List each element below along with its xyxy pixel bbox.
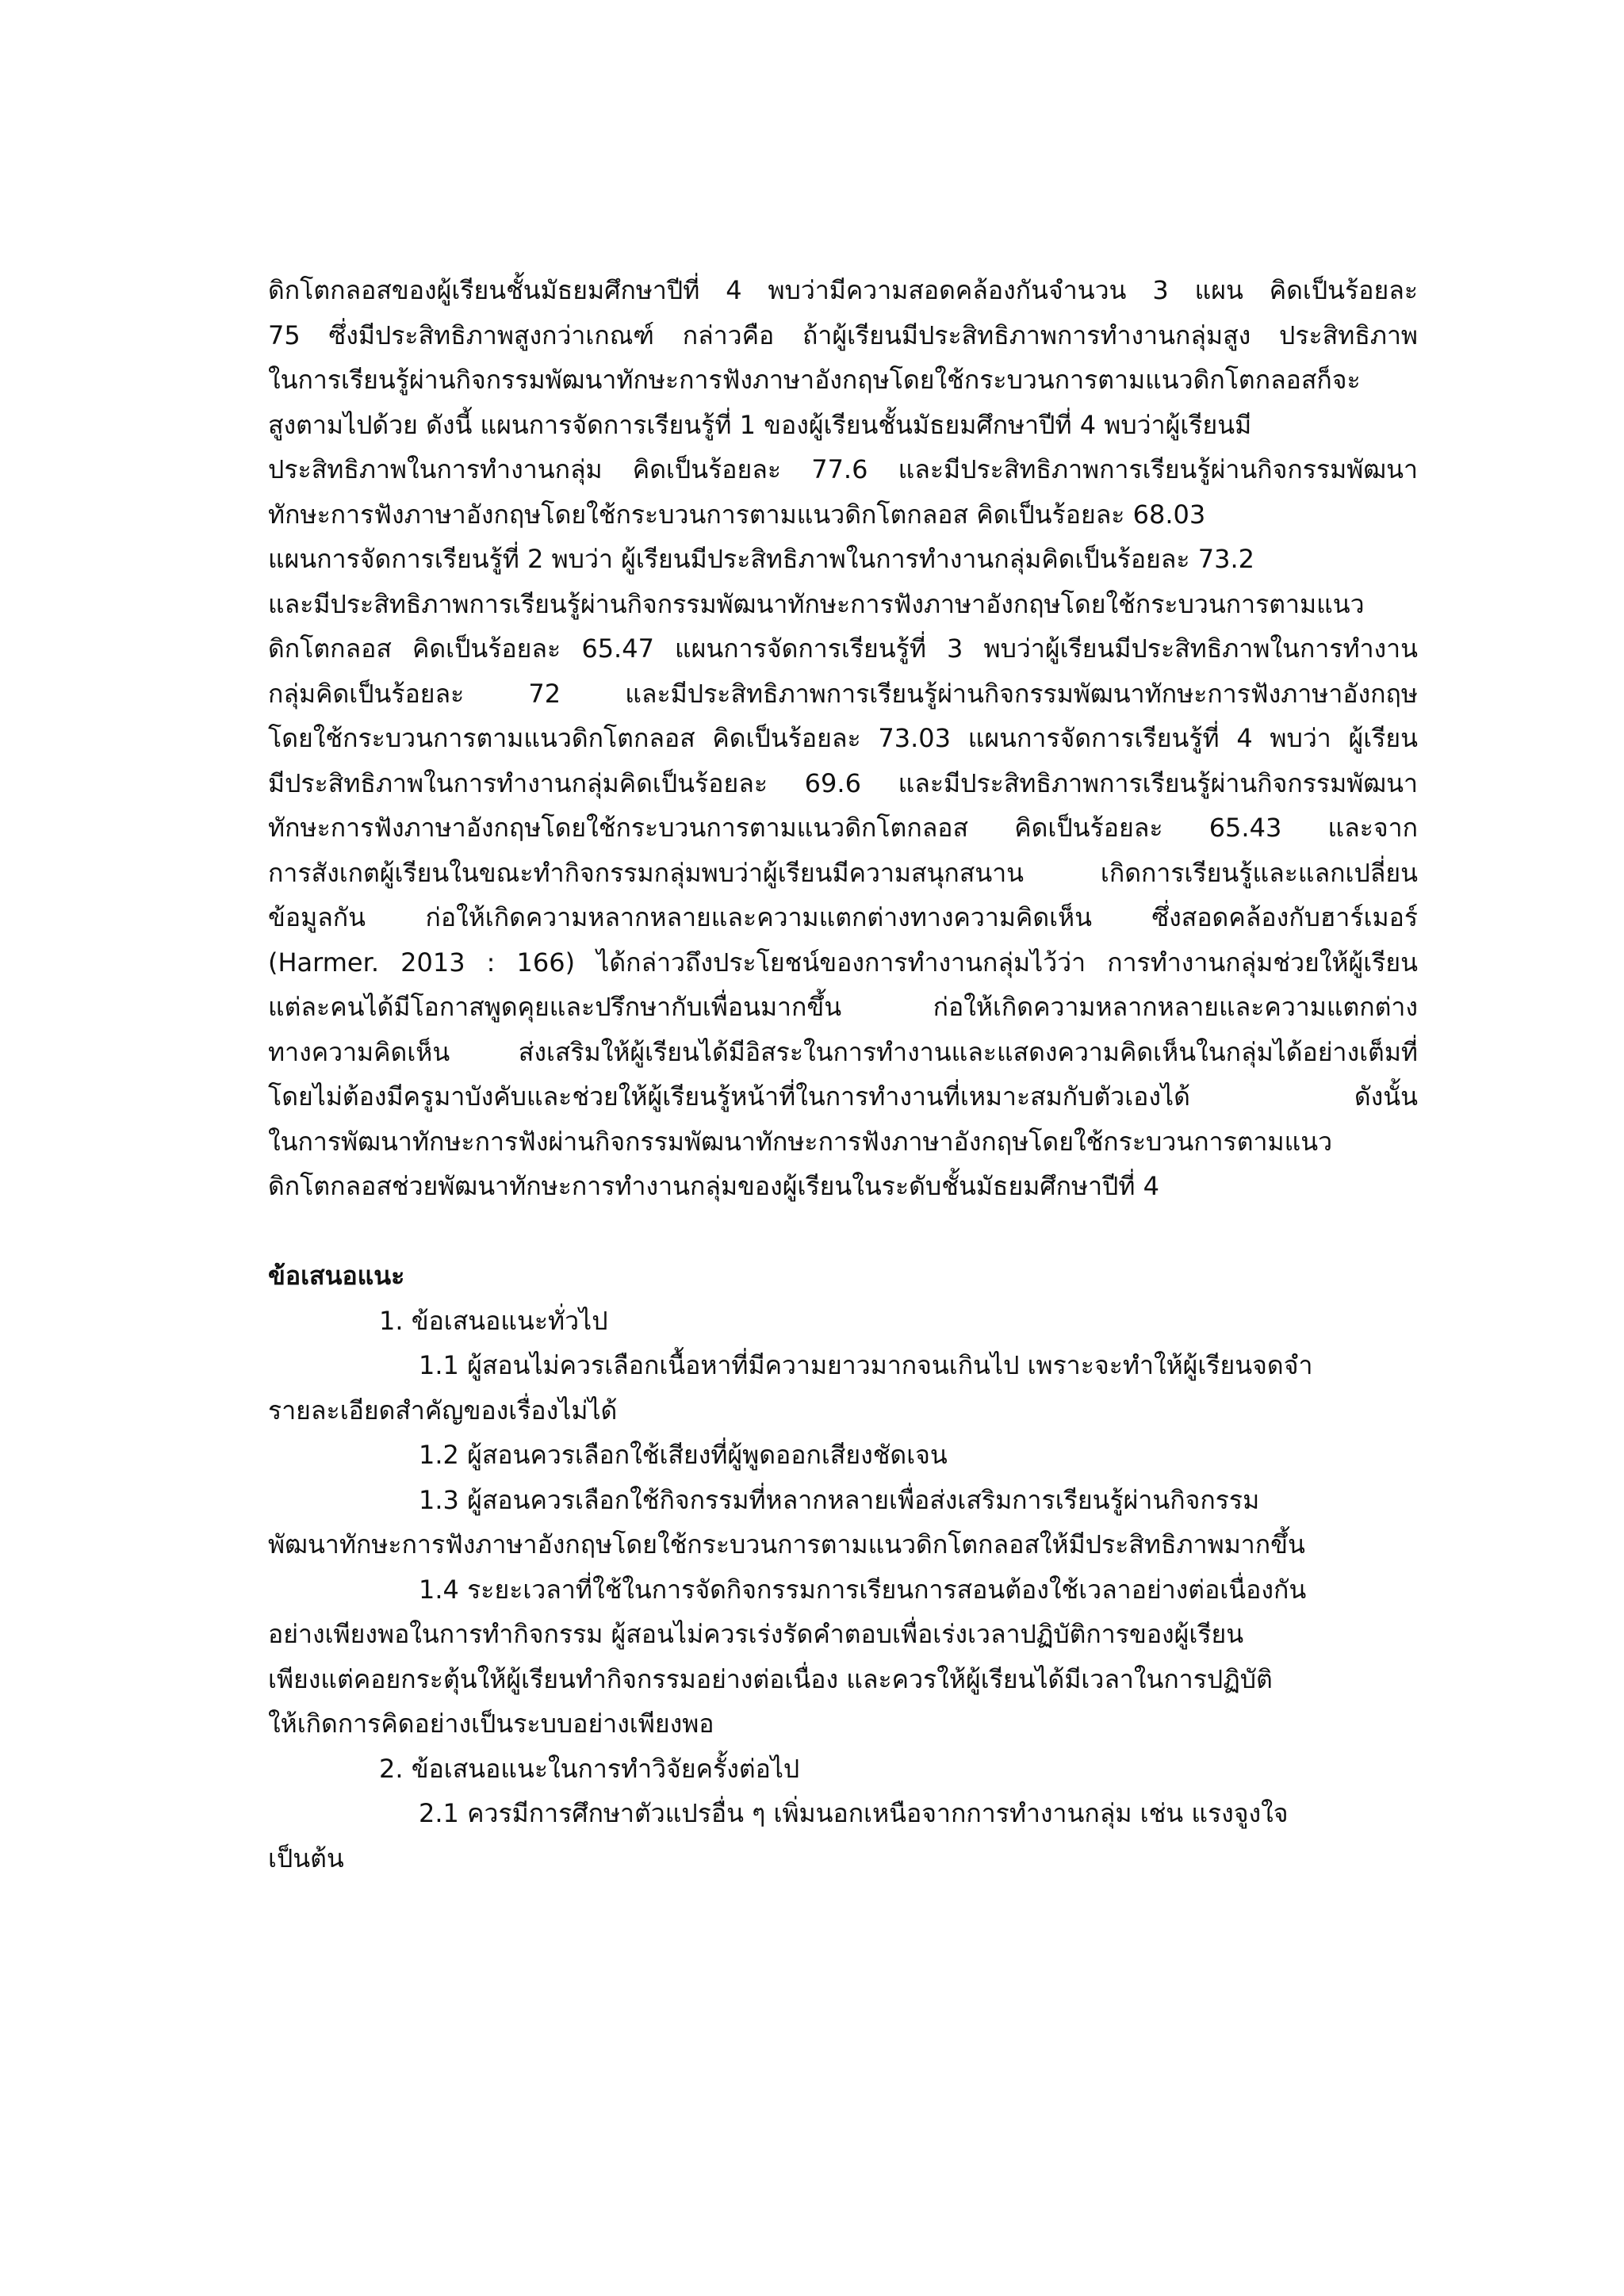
paragraph-line: ข้อมูลกัน ก่อให้เกิดความหลากหลายและความแตกต่างทางความคิดเห็น ซึ่งสอดคล้องกับฮาร์เมอร์ [268, 902, 1418, 932]
suggestion-item-continued: เป็นต้น [268, 1843, 344, 1873]
suggestion-item-continued: พัฒนาทักษะการฟังภาษาอังกฤษโดยใช้กระบวนการตามแนวดิกโตกลอสให้มีประสิทธิภาพมากขึ้น [268, 1529, 1305, 1559]
paragraph-line: ประสิทธิภาพในการทำงานกลุ่ม คิดเป็นร้อยละ 77.6 และมีประสิทธิภาพการเรียนรู้ผ่านกิจกรรมพัฒนา [268, 454, 1418, 484]
paragraph-line: ทางความคิดเห็น ส่งเสริมให้ผู้เรียนได้มีอิสระในการทำงานและแสดงความคิดเห็นในกลุ่มได้อย่างเต็มที่ [268, 1036, 1418, 1067]
paragraph-line: แผนการจัดการเรียนรู้ที่ 2 พบว่า ผู้เรียนมีประสิทธิภาพในการทำงานกลุ่มคิดเป็นร้อยละ 73.2 [268, 544, 1255, 574]
paragraph-line: สูงตามไปด้วย ดังนี้ แผนการจัดการเรียนรู้ที่ 1 ของผู้เรียนชั้นมัธยมศึกษาปีที่ 4 พบว่าผู้เรียนมี [268, 409, 1252, 440]
paragraph-line: โดยใช้กระบวนการตามแนวดิกโตกลอส คิดเป็นร้อยละ 73.03 แผนการจัดการเรียนรู้ที่ 4 พบว่า ผู้เรียน [268, 723, 1418, 753]
paragraph-line: โดยไม่ต้องมีครูมาบังคับและช่วยให้ผู้เรียนรู้หน้าที่ในการทำงานที่เหมาะสมกับตัวเองได้ ดังนั้น [268, 1081, 1418, 1112]
paragraph-line: ในการเรียนรู้ผ่านกิจกรรมพัฒนาทักษะการฟังภาษาอังกฤษโดยใช้กระบวนการตามแนวดิกโตกลอสก็จะ [268, 365, 1361, 395]
subsection-title: 1. ข้อเสนอแนะทั่วไป [379, 1305, 608, 1336]
subsection-title: 2. ข้อเสนอแนะในการทำวิจัยครั้งต่อไป [379, 1753, 800, 1784]
suggestion-item: 1.2 ผู้สอนควรเลือกใช้เสียงที่ผู้พูดออกเสียงชัดเจน [419, 1440, 948, 1470]
paragraph-line: 75 ซึ่งมีประสิทธิภาพสูงกว่าเกณฑ์ กล่าวคือ ถ้าผู้เรียนมีประสิทธิภาพการทำงานกลุ่มสูง ประสิทธิภาพ [268, 320, 1418, 350]
suggestion-item: 1.3 ผู้สอนควรเลือกใช้กิจกรรมที่หลากหลายเพื่อส่งเสริมการเรียนรู้ผ่านกิจกรรม [419, 1484, 1260, 1515]
paragraph-line: ดิกโตกลอส คิดเป็นร้อยละ 65.47 แผนการจัดการเรียนรู้ที่ 3 พบว่าผู้เรียนมีประสิทธิภาพในการทำงาน [268, 633, 1418, 664]
suggestion-item-continued: ให้เกิดการคิดอย่างเป็นระบบอย่างเพียงพอ [268, 1709, 714, 1739]
section-heading: ข้อเสนอแนะ [268, 1261, 405, 1291]
suggestion-item: 1.1 ผู้สอนไม่ควรเลือกเนื้อหาที่มีความยาวมากจนเกินไป เพราะจะทำให้ผู้เรียนจดจำ [419, 1350, 1313, 1380]
paragraph-line: กลุ่มคิดเป็นร้อยละ 72 และมีประสิทธิภาพการเรียนรู้ผ่านกิจกรรมพัฒนาทักษะการฟังภาษาอังกฤษ [268, 678, 1418, 709]
paragraph-line: ดิกโตกลอสของผู้เรียนชั้นมัธยมศึกษาปีที่ 4 พบว่ามีความสอดคล้องกันจำนวน 3 แผน คิดเป็นร้อยละ [268, 275, 1418, 305]
paragraph-line: ในการพัฒนาทักษะการฟังผ่านกิจกรรมพัฒนาทักษะการฟังภาษาอังกฤษโดยใช้กระบวนการตามแนว [268, 1126, 1333, 1157]
suggestions-list [268, 1299, 1418, 1881]
paragraph-line: ทักษะการฟังภาษาอังกฤษโดยใช้กระบวนการตามแนวดิกโตกลอส คิดเป็นร้อยละ 65.43 และจาก [268, 813, 1418, 843]
paragraph-line: มีประสิทธิภาพในการทำงานกลุ่มคิดเป็นร้อยละ 69.6 และมีประสิทธิภาพการเรียนรู้ผ่านกิจกรรมพัฒนา [268, 767, 1418, 798]
paragraph-line: ดิกโตกลอสช่วยพัฒนาทักษะการทำงานกลุ่มของผู้เรียนในระดับชั้นมัธยมศึกษาปีที่ 4 [268, 1171, 1159, 1201]
suggestion-item-continued: รายละเอียดสำคัญของเรื่องไม่ได้ [268, 1395, 618, 1425]
suggestion-item: 1.4 ระยะเวลาที่ใช้ในการจัดกิจกรรมการเรียนการสอนต้องใช้เวลาอย่างต่อเนื่องกัน [419, 1574, 1307, 1605]
paragraph-line: และมีประสิทธิภาพการเรียนรู้ผ่านกิจกรรมพัฒนาทักษะการฟังภาษาอังกฤษโดยใช้กระบวนการตามแนว [268, 588, 1365, 619]
suggestion-item-continued: เพียงแต่คอยกระตุ้นให้ผู้เรียนทำกิจกรรมอย่างต่อเนื่อง และควรให้ผู้เรียนได้มีเวลาในการปฏิบัติ [268, 1663, 1273, 1694]
discussion-paragraph [268, 268, 1418, 1209]
paragraph-line: แต่ละคนได้มีโอกาสพูดคุยและปรึกษากับเพื่อนมากขึ้น ก่อให้เกิดความหลากหลายและความแตกต่าง [268, 992, 1418, 1022]
suggestion-item: 2.1 ควรมีการศึกษาตัวแปรอื่น ๆ เพิ่มนอกเหนือจากการทำงานกลุ่ม เช่น แรงจูงใจ [419, 1798, 1289, 1828]
paragraph-line: (Harmer. 2013 : 166) ได้กล่าวถึงประโยชน์ของการทำงานกลุ่มไว้ว่า การทำงานกลุ่มช่วยให้ผู้เรียน [268, 947, 1418, 978]
paragraph-line: ทักษะการฟังภาษาอังกฤษโดยใช้กระบวนการตามแนวดิกโตกลอส คิดเป็นร้อยละ 68.03 [268, 499, 1206, 530]
paragraph-line: การสังเกตผู้เรียนในขณะทำกิจกรรมกลุ่มพบว่าผู้เรียนมีความสนุกสนาน เกิดการเรียนรู้และแลกเปลี่ยน [268, 857, 1418, 888]
document-body [268, 268, 1418, 1881]
suggestion-item-continued: อย่างเพียงพอในการทำกิจกรรม ผู้สอนไม่ควรเร่งรัดคำตอบเพื่อเร่งเวลาปฏิบัติการของผู้เรียน [268, 1619, 1244, 1649]
